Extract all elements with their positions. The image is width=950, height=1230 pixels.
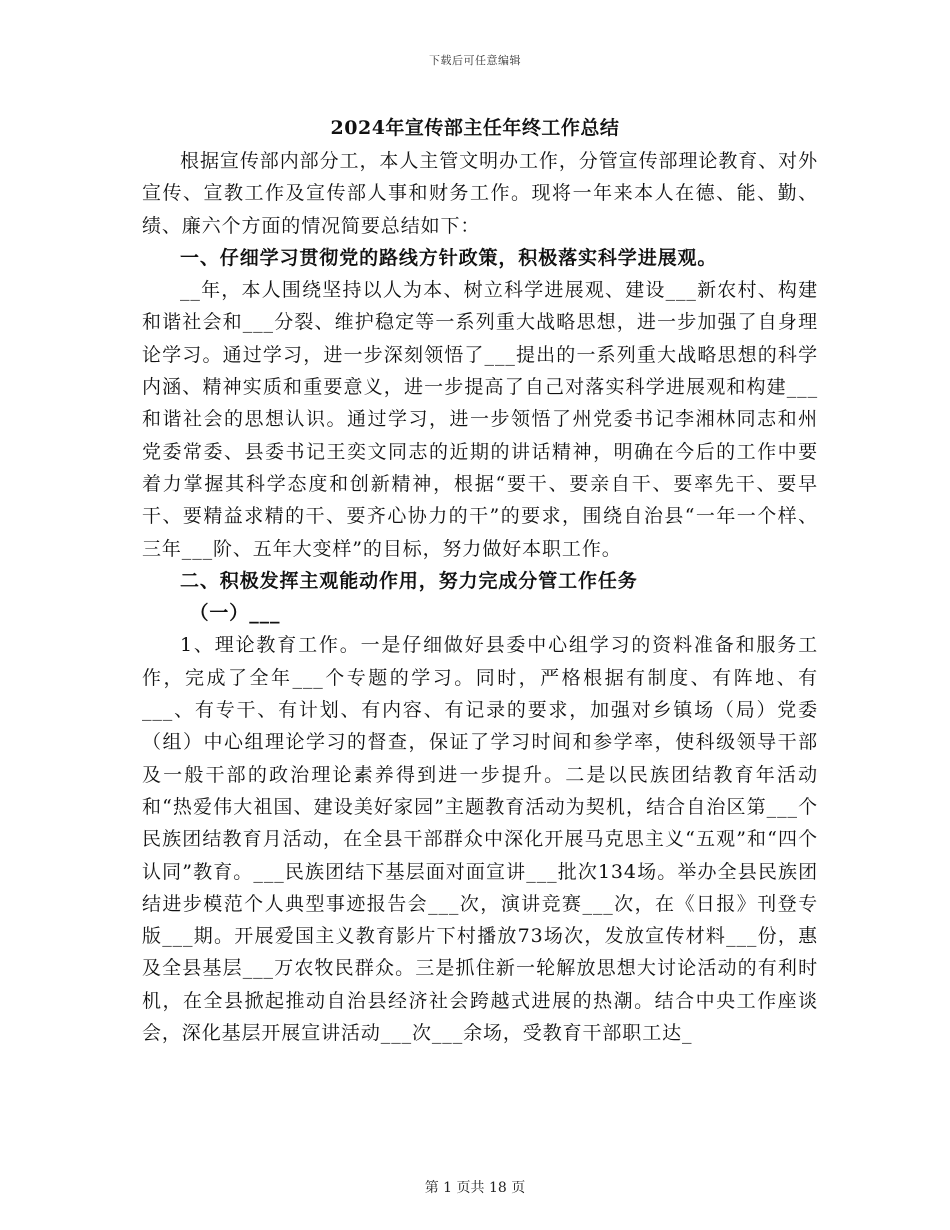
theory-education-paragraph: 1、理论教育工作。一是仔细做好县委中心组学习的资料准备和服务工作，完成了全年___个专题的学习。同时，严格根据有制度、有阵地、有___、有专干、有计划、有内容、有记录的要求，加强对乡镇场（局）党委（组）中心组理论学习的督查，保证了学习时间和参学率，使科级领导干部及一般干部的政治理论素养得到进一步提升。二是以民族团结教育年活动和“热爱伟大祖国、建设美好家园”主题教育活动为契机，结合自治区第___个民族团结教育月活动，在全县干部群众中深化开展马克思主义“五观”和“四个认同”教育。___民族团结下基层面对面宣讲___批次134场。举办全县民族团结进步模范个人典型事迹报告会___次，演讲竞赛___次，在《日报》刊登专版___期。开展爱国主义教育影片下村播放73场次，发放宣传材料___份，惠及全县基层___万农牧民群众。三是抓住新一轮解放思想大讨论活动的有利时机，在全县掀起推动自治县经济社会跨越式进展的热潮。结合中央工作座谈会，深化基层开展宣讲活动___次___余场，受教育干部职工达_ — [142, 634, 818, 1045]
page-title: 2024年宣传部主任年终工作总结 — [330, 117, 620, 139]
document-body — [142, 145, 818, 1049]
section-1-paragraph: __年，本人围绕坚持以人为本、树立科学进展观、建设___新农村、构建和谐社会和___分裂、维护稳定等一系列重大战略思想，进一步加强了自身理论学习。通过学习，进一步深刻领悟了___提出的一系列重大战略思想的科学内涵、精神实质和重要意义，进一步提高了自己对落实科学进展观和构建___和谐社会的思想认识。通过学习，进一步领悟了州党委书记李湘林同志和州党委常委、县委书记王奕文同志的近期的讲话精神，明确在今后的工作中要着力掌握其科学态度和创新精神，根据“要干、要亲自干、要率先干、要早干、要精益求精的干、要齐心协力的干”的要求，围绕自治县“一年一个样、三年___阶、五年大变样”的目标，努力做好本职工作。 — [142, 279, 818, 560]
header-note: 下载后可任意编辑 — [429, 54, 521, 67]
intro-paragraph: 根据宣传部内部分工，本人主管文明办工作，分管宣传部理论教育、对外宣传、宣教工作及宣传部人事和财务工作。现将一年来本人在德、能、勤、绩、廉六个方面的情况简要总结如下： — [142, 150, 818, 237]
page-footer: 第 1 页共 18 页 — [424, 1180, 526, 1196]
sub-heading-1: （一）___ — [189, 602, 281, 625]
section-heading-1: 一、仔细学习贯彻党的路线方针政策，积极落实科学进展观。 — [180, 246, 718, 269]
section-heading-2: 二、积极发挥主观能动作用，努力完成分管工作任务 — [180, 569, 638, 592]
